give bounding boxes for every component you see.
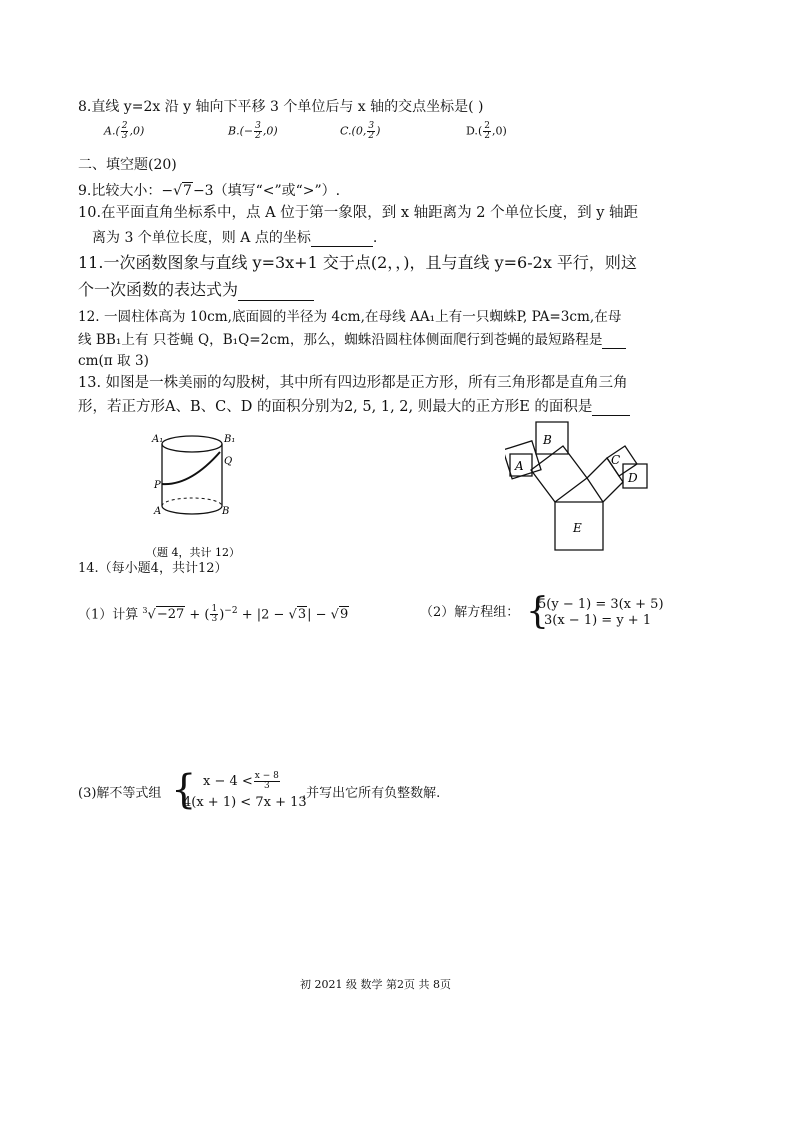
q8-option-b: B.(− $\frac{3}{2}$ ,0) [228,121,278,141]
q8-stem: 8.直线 y=2x 沿 y 轴向下平移 3 个单位后与 x 轴的交点坐标是( ) [78,99,484,115]
q12-line1: 12. 一圆柱体高为 10cm,底面圆的半径为 4cm,在母线 AA₁上有一只蜘蛛P, PA=3cm,在母 [78,309,622,325]
pythagoras-tree-figure [505,418,655,558]
q14-part3-tail: ,并写出它所有负整数解. [302,786,441,801]
tree-label-b: B [543,433,552,447]
q13-line2: 形，若正方形A、B、C、D 的面积分别为2, 5, 1, 2, 则最大的正方形E 的面积是 [78,397,630,416]
section-title: 二、填空题(20) [78,157,177,173]
tree-label-e: E [573,521,582,535]
q10-line2: 离为 3 个单位长度，则 A 点的坐标 . [92,230,378,246]
q12-line3: cm(π 取 3) [78,353,149,369]
label-b: B [222,506,230,517]
tree-label-d: D [628,471,638,485]
q14-part3-ineq1: x − 4 < $\frac{x - 8}{3}$ [203,771,279,791]
cylinder-caption: （题 4，共计 12） [146,546,240,559]
q11-line1: 11.一次函数图象与直线 y=3x+1 交于点(2，，)，且与直线 y=6-2x 平行，则这 [78,253,637,272]
q14-part2-label: （2）解方程组： [420,605,520,620]
q8-option-a: A.( $\frac{2}{3}$ ,0) [104,121,145,141]
q9-text: 9.比较大小：−√7−3（填写“<”或“>”）. [78,183,341,199]
label-b1: B₁ [224,434,236,445]
q13-line1: 13. 如图是一株美丽的勾股树，其中所有四边形都是正方形，所有三角形都是直角三角 [78,375,628,391]
q14-part3-ineq2: 4(x + 1) < 7x + 13 [183,795,307,810]
cylinder-figure [140,428,270,568]
label-p: P [154,480,161,491]
q8-option-d: D.( $\frac{2}{2}$ ,0) [466,121,507,141]
label-q: Q [224,456,233,467]
page-footer: 初 2021 级 数学 第2页 共 8页 [300,978,451,991]
q10-line1: 10.在平面直角坐标系中，点 A 位于第一象限，到 x 轴距离为 2 个单位长度，到 y 轴距 [78,205,638,221]
label-a1: A₁ [152,434,164,445]
q8-option-c: C.(0, $\frac{3}{2}$ ) [340,121,381,141]
q14-part2-eq1: 5(y − 1) = 3(x + 5) [538,597,664,612]
q14-part3-label: (3)解不等式组 [78,786,162,801]
q14-part2-brace: { [526,591,549,632]
q14-part1: （1）计算 $^3$√−27 + ( $\frac{1}{3}$ )$^{-2}$ + |2 − √3| − √9 [78,604,349,625]
tree-label-c: C [611,453,621,467]
tree-label-a: A [515,459,524,473]
q14-part2-eq2: 3(x − 1) = y + 1 [544,613,652,628]
q14-title: 14.（每小题4，共计12） [78,561,228,576]
q11-line2: 个一次函数的表达式为 [78,278,314,301]
q14-part3-brace: { [171,767,197,813]
q12-line2: 线 BB₁上有 只苍蝇 Q，B₁Q=2cm，那么，蜘蛛沿圆柱体侧面爬行到苍蝇的最短路程是 [78,330,626,349]
label-a: A [154,506,162,517]
